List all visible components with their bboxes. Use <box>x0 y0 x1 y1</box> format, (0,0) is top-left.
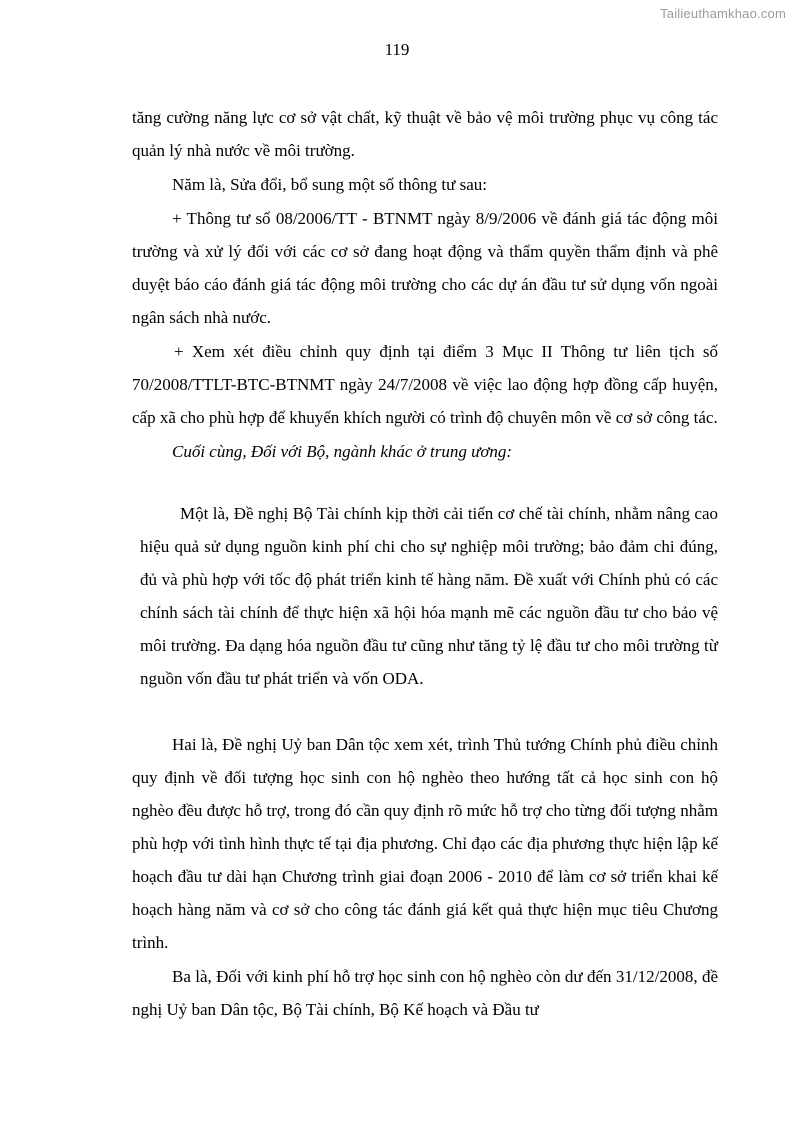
section-heading: Cuối cùng, Đối với Bộ, ngành khác ở trung ương: <box>172 442 513 461</box>
paragraph-3: + Thông tư số 08/2006/TT - BTNMT ngày 8/9/2006 về đánh giá tác động môi trường và xử lý đối với các cơ sở đang hoạt động và thẩm quyền thẩm định và phê duyệt báo cáo đánh giá tác động môi trường cho các dự án đầu tư sử dụng vốn ngoài ngân sách nhà nước. <box>132 209 718 327</box>
paragraph-7: Hai là, Đề nghị Uỷ ban Dân tộc xem xét, trình Thủ tướng Chính phủ điều chỉnh quy định về đối tượng học sinh con hộ nghèo theo hướng tất cả học sinh con hộ nghèo đều được hỗ trợ, trong đó cần quy định rõ mức hỗ trợ cho từng đối tượng nhằm phù hợp với tình hình thực tế tại địa phương. Chỉ đạo các địa phương thực hiện lập kế hoạch đầu tư dài hạn Chương trình giai đoạn 2006 - 2010 để làm cơ sở triển khai kế hoạch hàng năm và cơ sở cho công tác đánh giá kết quả thực hiện mục tiêu Chương trình. <box>132 735 718 952</box>
watermark: Tailieuthamkhao.com <box>660 6 786 21</box>
paragraph-1: tăng cường năng lực cơ sở vật chất, kỹ thuật về bảo vệ môi trường phục vụ công tác quản lý nhà nước về môi trường. <box>132 108 718 160</box>
document-body-continued <box>132 728 718 1027</box>
paragraph-8: Ba là, Đối với kinh phí hỗ trợ học sinh con hộ nghèo còn dư đến 31/12/2008, đề nghị Uỷ ban Dân tộc, Bộ Tài chính, Bộ Kế hoạch và Đầu tư <box>132 967 718 1019</box>
page-number: 119 <box>384 40 410 59</box>
recommendations-block <box>140 497 718 696</box>
document-body <box>132 101 718 469</box>
paragraph-4: + Xem xét điều chỉnh quy định tại điểm 3 Mục II Thông tư liên tịch số 70/2008/TTLT-BTC-BTNMT ngày 24/7/2008 về việc lao động hợp đồng cấp huyện, cấp xã cho phù hợp để khuyến khích người có trình độ chuyên môn về cơ sở công tác. <box>132 342 718 427</box>
paragraph-6: Một là, Đề nghị Bộ Tài chính kịp thời cải tiến cơ chế tài chính, nhằm nâng cao hiệu quả sử dụng nguồn kinh phí chi cho sự nghiệp môi trường; bảo đảm chi đúng, đủ và phù hợp với tốc độ phát triển kinh tế hàng năm. Đề xuất với Chính phủ có các chính sách tài chính để thực hiện xã hội hóa mạnh mẽ các nguồn đầu tư cho bảo vệ môi trường. Đa dạng hóa nguồn đầu tư cũng như tăng tỷ lệ đầu tư cho môi trường từ nguồn vốn đầu tư phát triển và vốn ODA. <box>140 504 718 688</box>
paragraph-2: Năm là, Sửa đổi, bổ sung một số thông tư sau: <box>172 175 487 194</box>
